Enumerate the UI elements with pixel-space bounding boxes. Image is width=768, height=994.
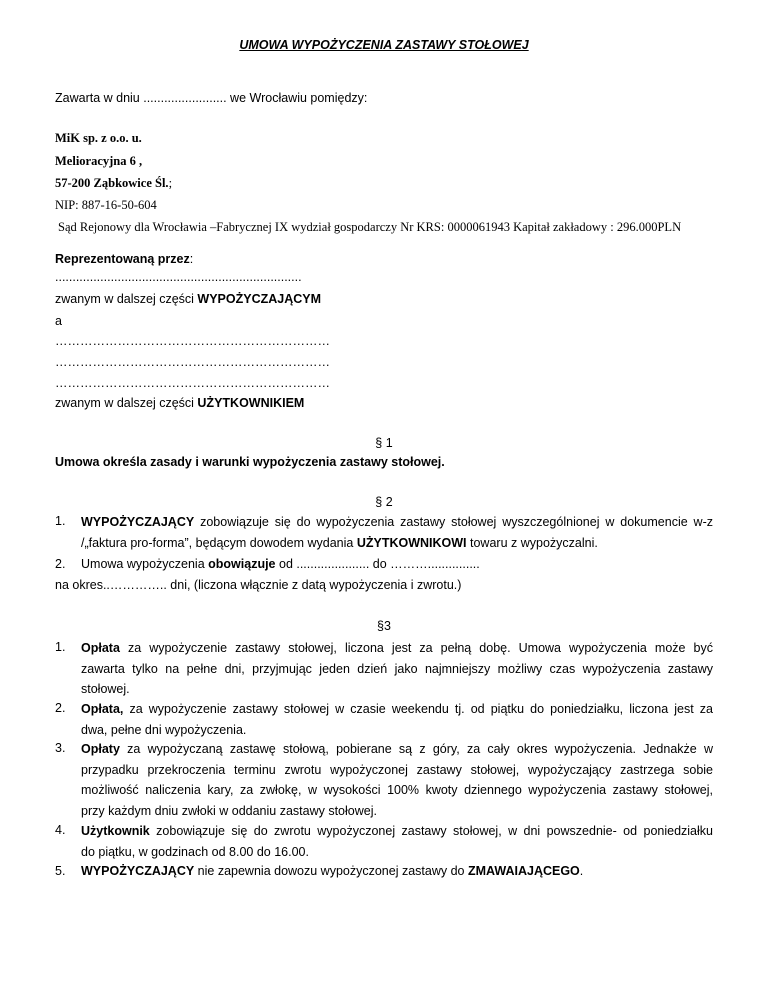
s3-item-4-number: 4. xyxy=(55,823,66,837)
s3-item-2-bold: Opłata, xyxy=(81,702,124,716)
intro-line: Zawarta w dniu ........................ we Wrocławiu pomiędzy: xyxy=(55,91,368,105)
company-street: Melioracyjna 6 , xyxy=(55,154,143,168)
user-term: UŻYTKOWNIKIEM xyxy=(197,396,305,410)
section-1-text: Umowa określa zasady i warunki wypożyczenia zastawy stołowej. xyxy=(55,455,445,469)
s2-item-2-pre: Umowa wypożyczenia xyxy=(81,557,209,571)
s3-item-3-bold: Opłaty xyxy=(81,742,120,756)
s3-item-3-number: 3. xyxy=(55,741,66,755)
s3-item-1-text xyxy=(81,638,713,700)
company-city: 57-200 Ząbkowice Śl. xyxy=(55,176,169,190)
s3-item-3-line-2: przypadku przekroczenia terminu zwrotu wypożyczonej zastawy stołowej, wypożyczający zastrzega sobie xyxy=(81,762,713,777)
s3-item-1-line-1 xyxy=(81,638,713,659)
s2-item-1-line-2 xyxy=(81,533,713,554)
s3-item-3-text xyxy=(81,739,713,821)
and-word: a xyxy=(55,314,62,328)
s2-item-1-line-1 xyxy=(81,512,713,533)
s3-item-5-bold-2: ZMAWAIAJĄCEGO xyxy=(467,864,580,878)
s3-item-2-number: 2. xyxy=(55,701,66,715)
s3-item-1-bold: Opłata xyxy=(81,641,120,655)
represented-label: Reprezentowaną przez xyxy=(55,252,190,266)
s2-item-2-bold: obowiązuje xyxy=(208,557,276,571)
s3-item-5-text xyxy=(81,864,583,878)
s3-item-5-bold: WYPOŻYCZAJĄCY xyxy=(81,864,195,878)
s3-item-4-line-1 xyxy=(81,821,713,842)
s3-item-1-number: 1. xyxy=(55,640,66,654)
s2-item-1-number: 1. xyxy=(55,514,66,528)
user-definition xyxy=(55,396,304,410)
s2-item-1-rest: zobowiązuje się do wypożyczenia zastawy stołowej wyszczególnionej w dokumencie w-z xyxy=(194,515,713,529)
s3-item-2-line-2: dwa, pełne dni wypożyczenia. xyxy=(81,722,247,737)
s2-item-1-line-2-post: towaru z wypożyczalni. xyxy=(466,535,598,550)
s3-item-2-text xyxy=(81,699,713,740)
user-prefix: zwanym w dalszej części xyxy=(55,396,198,410)
section-3-heading: §3 xyxy=(377,619,391,633)
s3-item-3-line-1-rest: za wypożyczaną zastawę stołową, pobierane są z góry, za cały okres wypożyczenia. Jednakże w xyxy=(119,742,713,756)
s2-item-1-text xyxy=(81,512,713,553)
s3-item-5-number: 5. xyxy=(55,864,66,878)
s2-item-1-line-2-pre: /„faktura pro-forma”, będącym dowodem wydania xyxy=(81,535,357,550)
company-city-line xyxy=(55,176,172,191)
s2-period-line: na okres..………….. dni, (liczona włącznie z datą wypożyczenia i zwrotu.) xyxy=(55,578,462,592)
document-title: UMOWA WYPOŻYCZENIA ZASTAWY STOŁOWEJ xyxy=(239,38,529,52)
s3-item-1-line-3: stołowej. xyxy=(81,682,130,696)
s3-item-2-line-1-rest: za wypożyczenie zastawy stołowej w czasie weekendu tj. od piątku do poniedziałku, liczona jest za xyxy=(123,702,713,716)
s2-item-2-post: od ..................... do ………............... xyxy=(275,557,480,571)
s3-item-4-text xyxy=(81,821,713,862)
s3-item-4-line-1-rest: zobowiązuje się do zwrotu wypożyczonej zastawy stołowej, w dni powszednie- od poniedziałku xyxy=(149,824,713,838)
company-name: MiK sp. z o.o. u. xyxy=(55,131,142,145)
company-nip: NIP: 887-16-50-604 xyxy=(55,198,157,212)
represented-by-line xyxy=(55,252,193,266)
s3-item-1-line-2: zawarta tylko na pełne dni, przyjmując jeden dzień jako najmniejszy możliwy czas wypożyczenia zastawy xyxy=(81,661,713,676)
s3-item-4-line-2: do piątku, w godzinach od 8.00 do 16.00. xyxy=(81,844,309,859)
lender-prefix: zwanym w dalszej części xyxy=(55,292,198,306)
section-2-heading: § 2 xyxy=(375,495,393,509)
company-city-suffix: ; xyxy=(168,176,173,190)
s3-item-5-end: . xyxy=(579,864,584,878)
s3-item-1-line-1-rest: za wypożyczenie zastawy stołowej, liczona jest za pełną dobę. Umowa wypożyczenia może być xyxy=(119,641,713,655)
s3-item-3-line-3: możliwość naliczenia kary, za zwłokę, w wysokości 100% kwoty dziennego wypożyczenia zastawy stołowej, xyxy=(81,783,713,797)
company-court-info: Sąd Rejonowy dla Wrocławia –Fabrycznej IX wydział gospodarczy Nr KRS: 0000061943 Kapitał zakładowy : 296.000PLN xyxy=(58,220,682,234)
s2-item-2-number: 2. xyxy=(55,557,66,571)
user-blank-2: ………………………………………………………… xyxy=(55,355,330,369)
lender-definition xyxy=(55,292,321,306)
section-1-heading: § 1 xyxy=(375,436,393,450)
s3-item-5-mid: nie zapewnia dowozu wypożyczonej zastawy do xyxy=(194,864,468,878)
represented-colon: : xyxy=(189,252,194,266)
s3-item-3-line-1 xyxy=(81,739,713,760)
s2-item-1-bold: WYPOŻYCZAJĄCY xyxy=(81,515,195,529)
s2-item-2-text xyxy=(81,557,480,571)
lender-term: WYPOŻYCZAJĄCYM xyxy=(197,292,322,306)
s3-item-2-line-1 xyxy=(81,699,713,720)
representative-blank: ....................................................................... xyxy=(55,270,302,284)
user-blank-1: ………………………………………………………… xyxy=(55,334,330,348)
s3-item-4-bold: Użytkownik xyxy=(81,824,150,838)
user-blank-3: ………………………………………………………… xyxy=(55,376,330,390)
s3-item-3-line-4: przy każdym dniu zwłoki w oddaniu zastawy stołowej. xyxy=(81,803,377,818)
s2-item-1-line-2-bold: UŻYTKOWNIKOWI xyxy=(356,535,467,550)
